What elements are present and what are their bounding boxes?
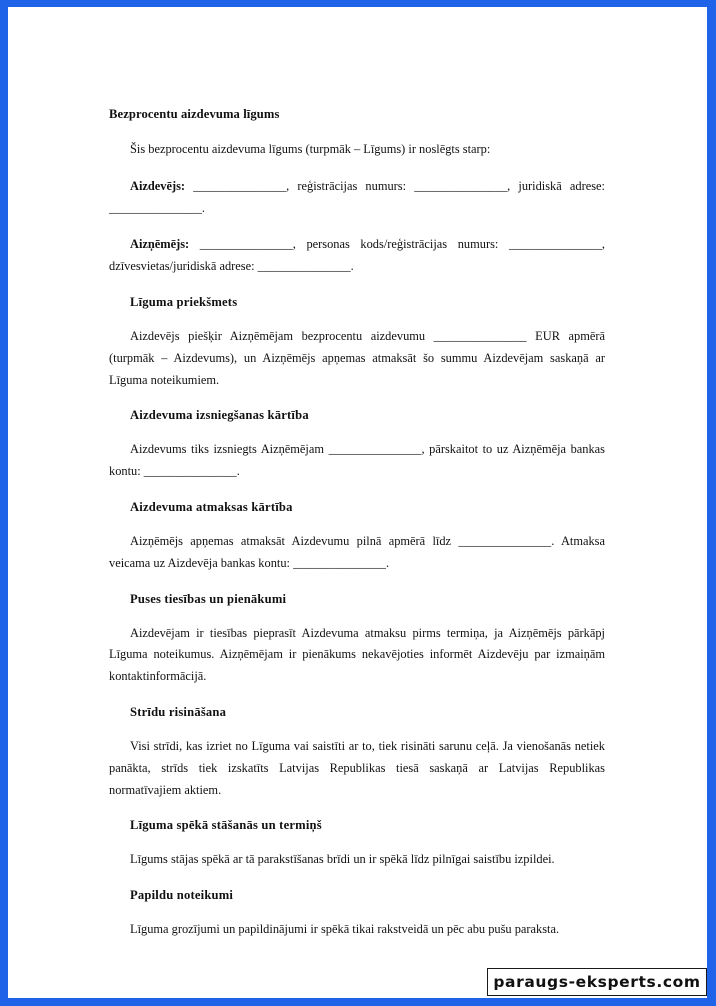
lender-label: Aizdevējs: [130, 178, 186, 193]
borrower-label: Aizņēmējs: [130, 237, 190, 252]
section-heading-repayment: Aizdevuma atmaksas kārtība [130, 499, 293, 514]
section-heading-validity: Līguma spēkā stāšanās un termiņš [130, 818, 322, 833]
section-body-disbursement: Aizdevums tiks izsniegts Aizņēmējam _______________, pārskaitot to uz Aizņēmēja bankas kontu: _______________. [109, 442, 605, 479]
document-title: Bezprocentu aizdevuma līgums [109, 107, 280, 121]
section-heading-disbursement: Aizdevuma izsniegšanas kārtība [130, 408, 309, 423]
document-body [109, 104, 605, 941]
document-page [8, 7, 707, 998]
section-heading-disputes: Strīdu risināšana [130, 704, 227, 719]
section-body-additional: Līguma grozījumi un papildinājumi ir spēkā tikai rakstveidā un pēc abu pušu paraksta. [130, 922, 560, 937]
watermark-badge: paraugs-eksperts.com [487, 968, 707, 996]
intro-paragraph: Šis bezprocentu aizdevuma līgums (turpmāk – Līgums) ir noslēgts starp: [130, 142, 491, 156]
section-heading-subject: Līguma priekšmets [130, 294, 238, 309]
section-body-subject: Aizdevējs piešķir Aizņēmējam bezprocentu aizdevumu _______________ EUR apmērā (turpmāk – Aizdevums), un Aizņēmējs apņemas atmaksāt šo summu Aizdevējam saskaņā ar Līguma noteikumiem. [109, 328, 605, 387]
lender-paragraph [109, 176, 605, 220]
section-body-disputes: Visi strīdi, kas izriet no Līguma vai saistīti ar to, tiek risināti sarunu ceļā. Ja vienošanās netiek panākta, strīds tiek izskatīts Latvijas Republikas tiesā saskaņā ar Latvijas Republikas normatīvajiem aktiem. [109, 738, 605, 797]
section-heading-additional: Papildu noteikumi [130, 888, 234, 903]
borrower-text: _______________, personas kods/reģistrācijas numurs: _______________, dzīvesvietas/juridiskā adrese: _______________. [109, 237, 605, 274]
section-body-validity: Līgums stājas spēkā ar tā parakstīšanas brīdi un ir spēkā līdz pilnīgai saistību izpildei. [130, 852, 555, 867]
section-heading-rights: Puses tiesības un pienākumi [130, 591, 287, 606]
section-body-repayment: Aizņēmējs apņemas atmaksāt Aizdevumu pilnā apmērā līdz _______________. Atmaksa veicama uz Aizdevēja bankas kontu: _______________. [109, 533, 605, 570]
borrower-paragraph [109, 234, 605, 278]
section-body-rights: Aizdevējam ir tiesības pieprasīt Aizdevuma atmaksu pirms termiņa, ja Aizņēmējs pārkāpj Līguma noteikumus. Aizņēmējam ir pienākums nekavējoties informēt Aizdevēju par izmaiņām kontaktinformācijā. [109, 625, 605, 684]
lender-text: _______________, reģistrācijas numurs: _______________, juridiskā adrese: _______________. [109, 178, 605, 215]
